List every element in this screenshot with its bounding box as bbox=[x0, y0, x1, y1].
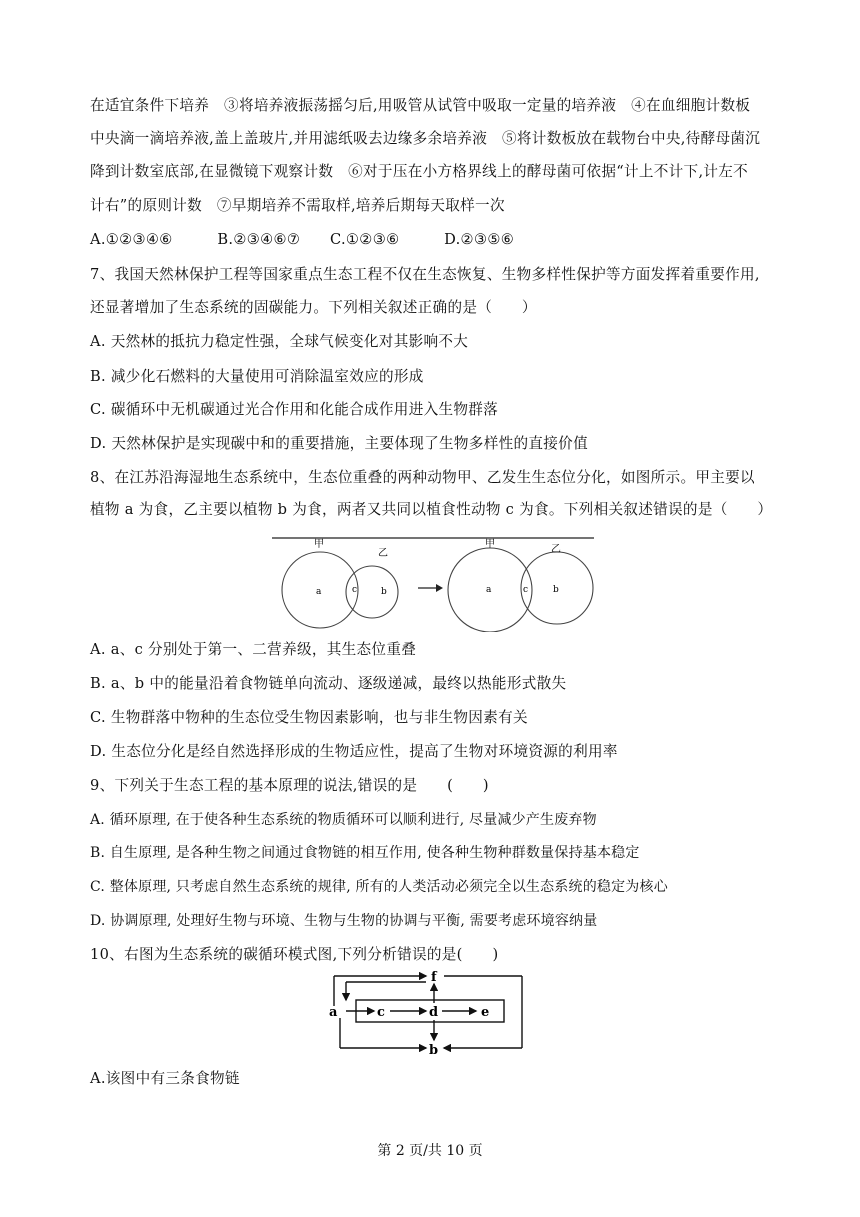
label-yi-right: 乙 bbox=[551, 544, 561, 555]
node-d: d bbox=[429, 1005, 439, 1020]
label-jia-left: 甲 bbox=[314, 539, 324, 550]
question-6-options: A.①②③④⑥ B.②③④⑥⑦ C.①②③⑥ D.②③⑤⑥ bbox=[90, 231, 515, 248]
question-9-option-a: A. 循环原理, 在于使各种生态系统的物质循环可以顺利进行, 尽量减少产生废弃物 bbox=[90, 812, 597, 828]
arrow-head bbox=[436, 584, 443, 592]
node-f: f bbox=[431, 970, 437, 985]
label-c-right: c bbox=[523, 585, 529, 595]
question-7-option-a: A. 天然林的抵抗力稳定性强，全球气候变化对其影响不大 bbox=[90, 333, 469, 350]
label-a-left: a bbox=[316, 587, 322, 597]
label-yi-left: 乙 bbox=[378, 548, 388, 559]
question-9-stem: 9、下列关于生态工程的基本原理的说法,错误的是 ( ) bbox=[90, 777, 489, 794]
question-8-stem: 8、在江苏沿海湿地生态系统中，生态位重叠的两种动物甲、乙发生生态位分化，如图所示。甲主要以 bbox=[90, 469, 755, 486]
node-c: c bbox=[377, 1005, 385, 1020]
text-line: 在适宜条件下培养 ③将培养液振荡摇匀后,用吸管从试管中吸取一定量的培养液 ④在血细胞计数板 bbox=[90, 97, 751, 114]
text-line: 中央滴一滴培养液,盖上盖玻片,并用滤纸吸去边缘多余培养液 ⑤将计数板放在载物台中央,待酵母菌沉 bbox=[90, 130, 761, 147]
question-7-stem: 还显著增加了生态系统的固碳能力。下列相关叙述正确的是（ ） bbox=[90, 299, 537, 316]
question-8-option-c: C. 生物群落中物种的生态位受生物因素影响，也与非生物因素有关 bbox=[90, 709, 528, 726]
label-c-left: c bbox=[352, 585, 358, 595]
page-footer: 第 2 页/共 10 页 bbox=[377, 1143, 483, 1159]
question-9-option-b: B. 自生原理, 是各种生物之间通过食物链的相互作用, 使各种生物种群数量保持基本稳定 bbox=[90, 845, 640, 861]
node-e: e bbox=[481, 1005, 490, 1020]
node-a: a bbox=[329, 1005, 338, 1020]
question-7-stem: 7、我国天然林保护工程等国家重点生态工程不仅在生态恢复、生物多样性保护等方面发挥着重要作用, bbox=[90, 266, 760, 283]
question-9-option-d: D. 协调原理, 处理好生物与环境、生物与生物的协调与平衡, 需要考虑环境容纳量 bbox=[90, 913, 598, 929]
node-b: b bbox=[429, 1043, 439, 1056]
label-jia-right: 甲 bbox=[485, 539, 495, 550]
label-a-right: a bbox=[486, 585, 492, 595]
question-8-option-a: A. a、c 分别处于第一、二营养级，其生态位重叠 bbox=[90, 641, 417, 658]
question-8-option-d: D. 生态位分化是经自然选择形成的生物适应性，提高了生物对环境资源的利用率 bbox=[90, 743, 618, 760]
question-8-option-b: B. a、b 中的能量沿着食物链单向流动、逐级递减，最终以热能形式散失 bbox=[90, 675, 567, 692]
label-b-left: b bbox=[381, 587, 387, 597]
question-10-stem: 10、右图为生态系统的碳循环模式图,下列分析错误的是( ) bbox=[90, 946, 499, 963]
label-b-right: b bbox=[553, 585, 559, 595]
carbon-cycle-figure bbox=[326, 970, 526, 1056]
text-line: 计右”的原则计数 ⑦早期培养不需取样,培养后期每天取样一次 bbox=[90, 197, 505, 214]
question-7-option-d: D. 天然林保护是实现碳中和的重要措施，主要体现了生物多样性的直接价值 bbox=[90, 435, 588, 452]
question-8-stem: 植物 a 为食，乙主要以植物 b 为食，两者又共同以植食性动物 c 为食。下列相关叙述错误的是（ ） bbox=[90, 501, 773, 518]
question-7-option-c: C. 碳循环中无机碳通过光合作用和化能合成作用进入生物群落 bbox=[90, 401, 499, 418]
question-10-option-a: A.该图中有三条食物链 bbox=[90, 1070, 240, 1087]
niche-differentiation-figure bbox=[268, 532, 598, 632]
question-9-option-c: C. 整体原理, 只考虑自然生态系统的规律, 所有的人类活动必须完全以生态系统的稳定为核心 bbox=[90, 879, 668, 895]
text-line: 降到计数室底部,在显微镜下观察计数 ⑥对于压在小方格界线上的酵母菌可依据“计上不计下,计左不 bbox=[90, 163, 749, 180]
question-7-option-b: B. 减少化石燃料的大量使用可消除温室效应的形成 bbox=[90, 368, 424, 385]
